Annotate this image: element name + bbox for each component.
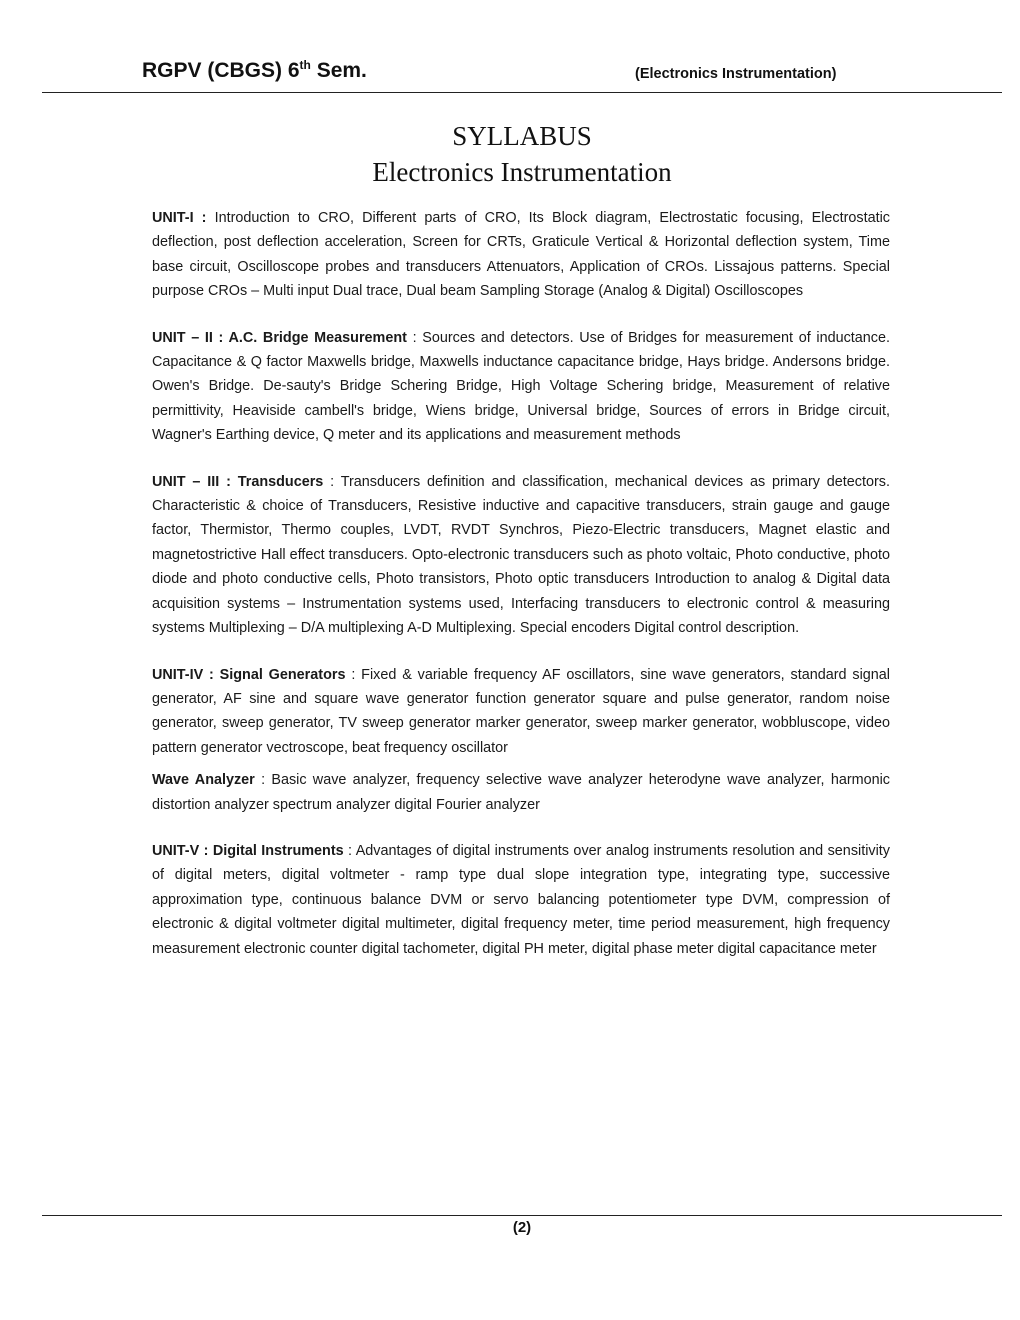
unit-label: UNIT-IV : xyxy=(152,666,220,683)
unit-paragraph xyxy=(152,206,890,304)
unit-text: : Transducers definition and classification, mechanical devices as primary detectors. Characteristic & choice of Transducers, Resistive inductive and capacitive transducers, strain gauge and gauge factor, Thermistor, Thermo couples, LVDT, RVDT Synchros, Piezo-Electric transducers, Magnet elastic and magnetostrictive Hall effect transducers. Opto-electronic transducers such as photo voltaic, Photo conductive, photo diode and photo conductive cells, Photo transistors, Photo optic transducers Introduction to analog & Digital data acquisition systems – Instrumentation systems used, Interfacing transducers to electronic control & measuring systems Multiplexing – D/A multiplexing A-D Multiplexing. Special encoders Digital control description. xyxy=(152,473,890,637)
unit-text: : Basic wave analyzer, frequency selective wave analyzer heterodyne wave analyzer, harmonic distortion analyzer spectrum analyzer digital Fourier analyzer xyxy=(152,772,891,813)
page-number: (2) xyxy=(512,1219,532,1236)
syllabus-content xyxy=(152,206,890,961)
syllabus-title xyxy=(42,118,1002,190)
unit-text: : Fixed & variable frequency AF oscillators, sine wave generators, standard signal generator, AF sine and square wave generator function generator square and pulse generator, random noise generator, sweep generator, TV sweep generator marker generator, sweep marker generator, wobbluscope, video pattern generator vectroscope, beat frequency oscillator xyxy=(152,666,890,756)
title-line-1: SYLLABUS xyxy=(452,121,592,151)
page-header xyxy=(42,56,1002,94)
unit-heading: Transducers xyxy=(237,473,324,490)
unit-paragraph xyxy=(152,768,890,817)
unit-label: UNIT – III : xyxy=(152,473,238,490)
unit-label: UNIT-I : xyxy=(152,210,207,226)
unit-paragraph xyxy=(152,663,890,761)
unit-text: : Sources and detectors. Use of Bridges for measurement of inductance. Capacitance & Q factor Maxwells bridge, Maxwells inductance capacitance bridge, Hays bridge. Andersons bridge. Owen's Bridge. De-sauty's Bridge Schering Bridge, High Voltage Schering bridge, Measurement of relative permittivity, Heaviside cambell's bridge, Wiens bridge, Universal bridge, Sources of errors in Bridge circuit, Wagner's Earthing device, Q meter and its applications and measurement methods xyxy=(152,329,890,444)
unit-heading: Signal Generators xyxy=(219,666,346,683)
unit-label: UNIT – II : xyxy=(152,329,229,346)
unit-text: Introduction to CRO, Different parts of CRO, Its Block diagram, Electrostatic focusing, Electrostatic deflection, post deflection acceleration, Screen for CRTs, Graticule Vertical & Horizontal deflection system, Time base circuit, Oscilloscope probes and transducers Attenuators, Application of CROs. Lissajous patterns. Special purpose CROs – Multi input Dual trace, Dual beam Sampling Storage (Analog & Digital) Oscilloscopes xyxy=(152,210,890,300)
unit-heading: A.C. Bridge Measurement xyxy=(228,329,407,346)
unit-paragraph xyxy=(152,839,890,961)
unit-heading: Wave Analyzer xyxy=(152,772,255,789)
unit-text: : Advantages of digital instruments over analog instruments resolution and sensitivity of digital meters, digital voltmeter - ramp type dual slope integration type, integrating type, successive approximation type, continuous balance DVM or servo balancing potentiometer type DVM, compression of electronic & digital voltmeter digital multimeter, digital frequency meter, time period measurement, high frequency measurement electronic counter digital tachometer, digital PH meter, digital phase meter digital capacitance meter xyxy=(152,842,890,957)
unit-heading: Digital Instruments xyxy=(212,842,344,859)
unit-paragraph xyxy=(152,326,890,448)
title-line-2: Electronics Instrumentation xyxy=(372,157,672,187)
unit-paragraph xyxy=(152,470,890,641)
header-divider xyxy=(42,92,1002,93)
subject-title: (Electronics Instrumentation) xyxy=(635,66,837,82)
unit-label: UNIT-V : xyxy=(152,842,213,859)
footer-divider xyxy=(42,1215,1002,1216)
course-title: RGPV (CBGS) 6th Sem. xyxy=(142,58,367,82)
